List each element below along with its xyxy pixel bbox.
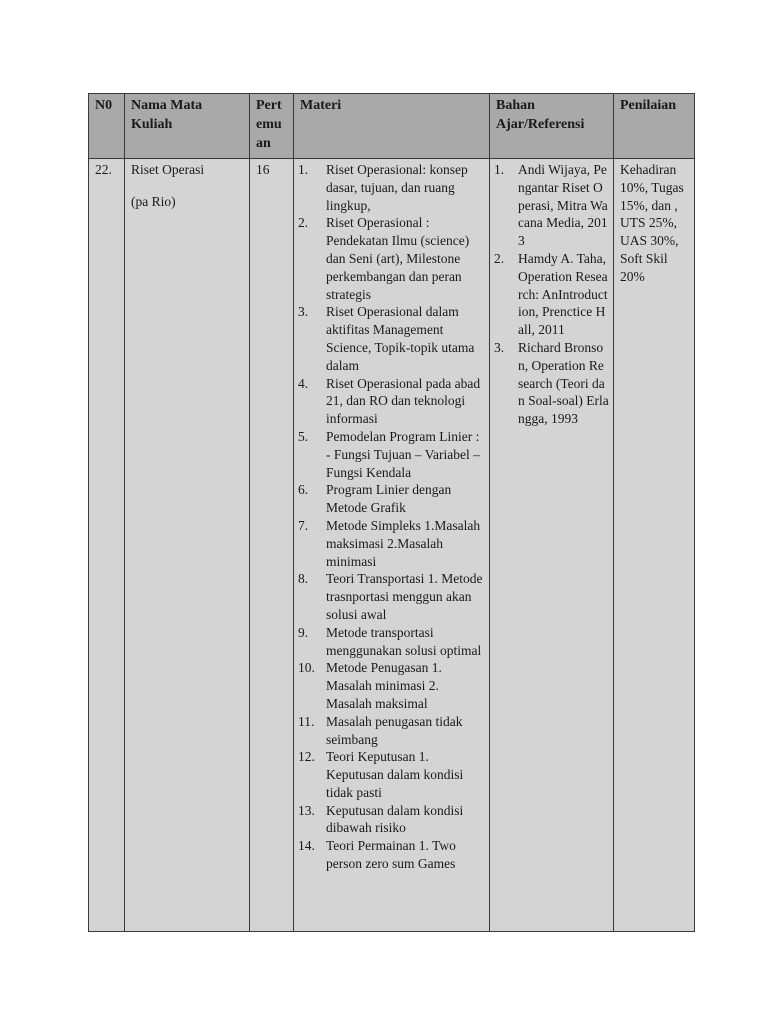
row-number: 22.: [95, 162, 112, 177]
material-item-text: Metode Penugasan 1. Masalah minimasi 2. Masalah maksimal: [326, 660, 442, 711]
material-item-number: 10.: [298, 660, 315, 676]
lecturer-name: (pa Rio): [131, 193, 176, 209]
references-list: [490, 159, 613, 428]
header-assessment: Penilaian: [614, 94, 695, 159]
cell-material: [294, 159, 490, 932]
material-item-text: Teori Keputusan 1. Keputusan dalam kondisi tidak pasti: [326, 749, 464, 800]
material-item: [298, 837, 485, 873]
material-item-text: Masalah penugasan tidak seimbang: [326, 713, 463, 747]
material-item: [298, 713, 485, 749]
material-item-number: 3.: [298, 304, 309, 320]
material-item: [298, 161, 485, 214]
material-item-text: Riset Operasional pada abad 21, dan RO dan teknologi informasi: [326, 375, 481, 427]
reference-item-text: Andi Wijaya, Pengantar Riset Operasi, Mitra Wacana Media, 2013: [518, 162, 608, 249]
material-item-text: Metode transportasi menggunakan solusi optimal: [326, 624, 482, 658]
cell-no: [89, 159, 125, 932]
material-item: [298, 624, 485, 660]
reference-item-number: 1.: [494, 162, 505, 177]
reference-item-number: 3.: [494, 339, 505, 355]
material-item: [298, 748, 485, 801]
header-course: Nama Mata Kuliah: [125, 94, 250, 159]
header-material: Materi: [294, 94, 490, 159]
material-item-number: 4.: [298, 375, 309, 391]
material-item: [298, 517, 485, 570]
reference-item-text: Hamdy A. Taha, Operation Research: AnIntroduction, Prenctice Hall, 2011: [518, 250, 608, 338]
cell-course: [125, 159, 250, 932]
material-item-number: 6.: [298, 482, 309, 498]
header-sessions: Pert emu an: [250, 94, 294, 159]
material-item: [298, 214, 485, 303]
material-item-text: Keputusan dalam kondisi dibawah risiko: [326, 802, 464, 836]
course-name: Riset Operasi: [131, 162, 205, 177]
material-item-number: 2.: [298, 215, 309, 231]
cell-references: [490, 159, 614, 932]
reference-item: [494, 339, 609, 428]
material-item-number: 11.: [298, 713, 315, 729]
material-item-text: Program Linier dengan Metode Grafik: [326, 482, 452, 516]
materials-list: [294, 159, 489, 877]
reference-item-number: 2.: [494, 250, 505, 266]
table-row: [89, 159, 695, 932]
syllabus-table: [88, 93, 695, 932]
material-item-text: Riset Operasional: konsep dasar, tujuan, dan ruang lingkup,: [326, 162, 468, 213]
cell-sessions: [250, 159, 294, 932]
material-item: [298, 428, 485, 481]
material-item-text: Riset Operasional dalam aktifitas Management Science, Topik-topik utama dalam: [326, 304, 475, 373]
material-item-number: 1.: [298, 162, 309, 177]
material-item-text: Riset Operasional : Pendekatan Ilmu (science) dan Seni (art), Milestone perkembangan dan peran strategis: [326, 215, 470, 302]
material-item-number: 13.: [298, 802, 315, 818]
material-item-text: Pemodelan Program Linier : - Fungsi Tujuan – Variabel – Fungsi Kendala: [326, 428, 480, 480]
material-item-number: 7.: [298, 517, 309, 533]
cell-assessment: [614, 159, 695, 932]
table-header-row: [89, 94, 695, 159]
material-item-number: 14.: [298, 838, 315, 854]
header-references: Bahan Ajar/Referensi: [490, 94, 614, 159]
material-item: [298, 659, 485, 712]
material-item: [298, 375, 485, 428]
material-item-number: 12.: [298, 749, 315, 765]
material-item: [298, 303, 485, 374]
material-item: [298, 481, 485, 517]
material-item: [298, 802, 485, 838]
material-item-number: 8.: [298, 571, 309, 587]
reference-item: [494, 161, 609, 250]
material-item-number: 5.: [298, 428, 309, 444]
material-item: [298, 570, 485, 623]
reference-item: [494, 250, 609, 339]
material-item-text: Metode Simpleks 1.Masalah maksimasi 2.Masalah minimasi: [326, 517, 481, 569]
header-no: N0: [89, 94, 125, 159]
session-count: 16: [256, 162, 270, 177]
assessment-text: Kehadiran 10%, Tugas 15%, dan , UTS 25%, UAS 30%, Soft Skil 20%: [620, 162, 684, 284]
material-item-text: Teori Transportasi 1. Metode trasnportasi menggun akan solusi awal: [326, 571, 483, 622]
material-item-number: 9.: [298, 624, 309, 640]
reference-item-text: Richard Bronson, Operation Research (Teori dan Soal-soal) Erlangga, 1993: [518, 339, 609, 427]
material-item-text: Teori Permainan 1. Two person zero sum Games: [326, 838, 456, 872]
